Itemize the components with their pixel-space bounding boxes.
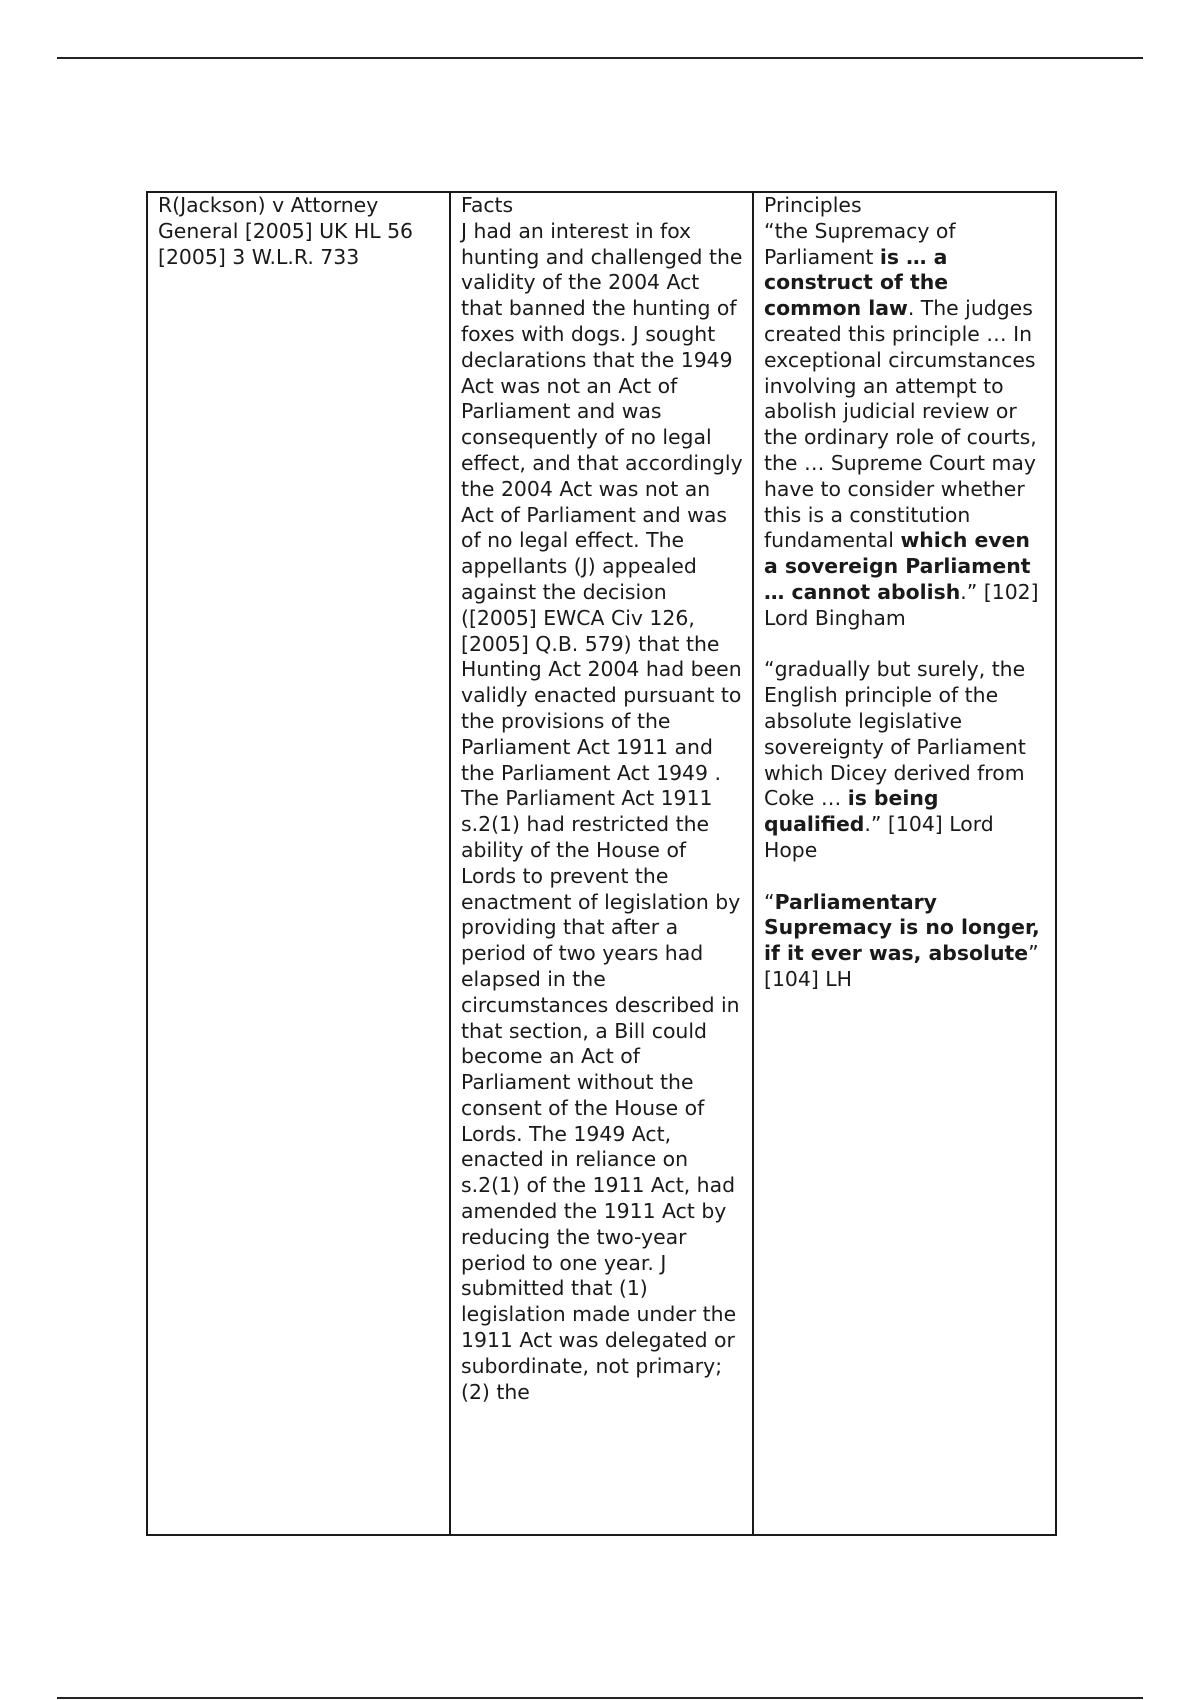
quote-lord-bingham	[764, 219, 1047, 632]
case-name: R(Jackson) v Attorney General [2005] UK HL 56 [2005] 3 W.L.R. 733	[158, 193, 414, 269]
facts-text: J had an interest in fox hunting and challenged the validity of the 2004 Act that banned the hunting of foxes with dogs. J sought declarations that the 1949 Act was not an Act of Parliament and was consequently of no legal effect, and that accordingly the 2004 Act was not an Act of Parliament and was of no legal effect. The appellants (J) appealed against the decision ([2005] EWCA Civ 126, [2005] Q.B. 579) that the Hunting Act 2004 had been validly enacted pursuant to the provisions of the Parliament Act 1911 and the Parliament Act 1949 . The Parliament Act 1911 s.2(1) had restricted the ability of the House of Lords to prevent the enactment of legislation by providing that after a period of two years had elapsed in the circumstances described in that section, a Bill could become an Act of Parliament without the consent of the House of Lords. The 1949 Act, enacted in reliance on s.2(1) of the 1911 Act, had amended the 1911 Act by reducing the two-year period to one year. J submitted that (1) legislation made under the 1911 Act was delegated or subordinate, not primary; (2) the	[461, 218, 743, 1404]
quote-text: “gradually but surely, the English principle of the absolute legislative sovereignty of Parliament which Dicey derived from Coke …	[764, 657, 1026, 811]
table-row	[147, 192, 1056, 1535]
quote-text: “the Supremacy of Parliament	[764, 218, 956, 269]
facts-cell	[450, 192, 753, 1535]
case-table	[146, 191, 1057, 1536]
quote-lord-hope	[764, 657, 1047, 863]
facts-heading: Facts	[461, 193, 514, 217]
quote-text: . The judges created this principle … In exceptional circumstances involving an attempt to abolish judicial review or the ordinary role of courts, the … Supreme Court may have to consider whether this is a constitution fundamental	[764, 296, 1037, 553]
quote-citation: ” [104] LH	[764, 941, 1039, 991]
quote-emphasis: Parliamentary Supremacy is no longer, if it ever was, absolute	[764, 889, 1040, 966]
quote-text: “	[764, 889, 775, 914]
quote-citation: .” [104] Lord Hope	[764, 812, 994, 862]
quote-citation: .” [102] Lord Bingham	[764, 579, 1039, 630]
principles-heading: Principles	[764, 193, 862, 217]
quote-emphasis: is … a construct of the common law	[764, 244, 949, 321]
principles-cell	[753, 192, 1056, 1535]
case-name-cell	[147, 192, 450, 1535]
quote-emphasis: which even a sovereign Parliament … cannot abolish	[764, 528, 1031, 604]
quote-emphasis: is being qualified	[764, 786, 939, 837]
quote-lh	[764, 890, 1047, 993]
header-rule	[57, 57, 1143, 59]
footer-rule	[57, 1697, 1143, 1699]
